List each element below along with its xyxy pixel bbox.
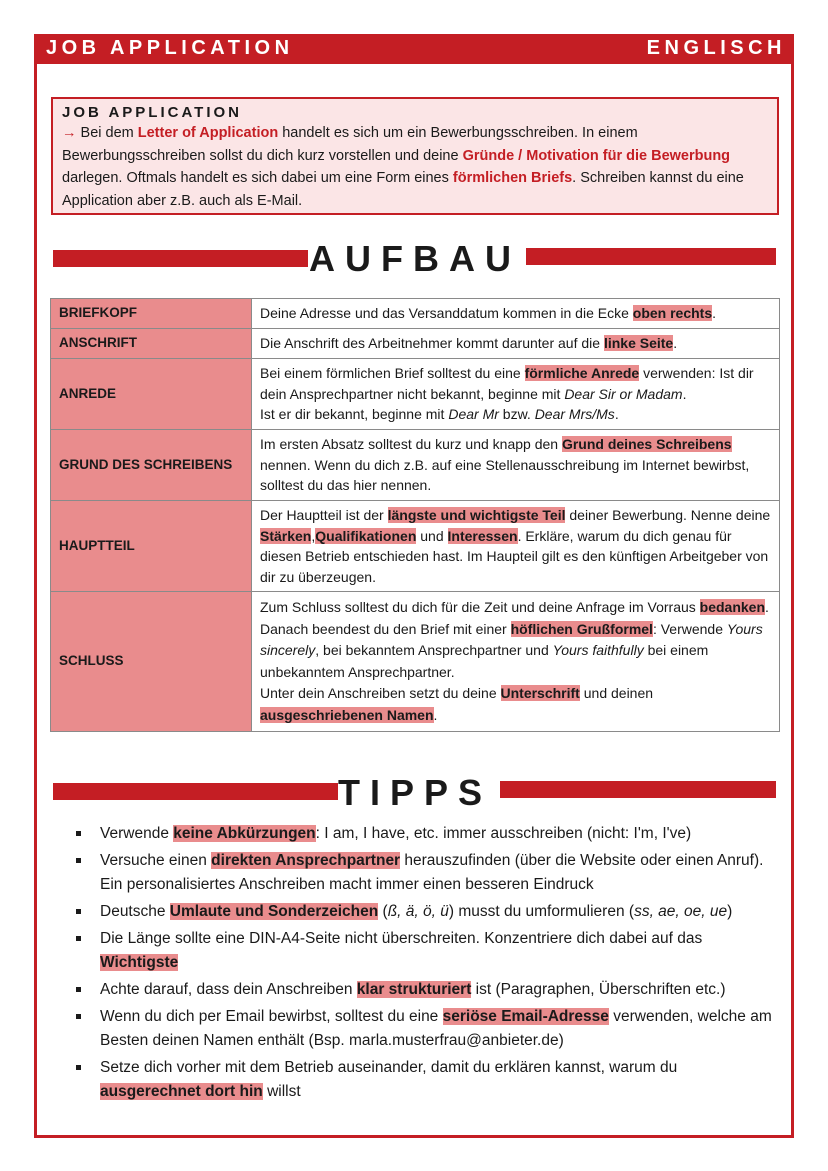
list-item: [72, 978, 772, 1002]
text-part: ,: [311, 527, 316, 544]
row-text: [252, 592, 780, 732]
text-part: Deine Adresse und das Versanddatum kommen in die Ecke: [260, 305, 633, 322]
text-part: . Danach beendest du den Brief mit einer: [260, 599, 769, 637]
table-row: [51, 430, 780, 501]
highlight: linke Seite: [603, 335, 674, 352]
text-part: : Verwende: [652, 620, 727, 637]
text-part: ist (Paragraphen, Überschriften etc.): [471, 981, 726, 998]
text-part: Dear Mr: [448, 406, 499, 423]
text-part: und deinen: [579, 685, 654, 701]
text-part: Versuche einen: [100, 852, 212, 869]
text-part: verwenden, welche am Besten deinen Namen enthält (Bsp. marla.musterfrau@anbieter.de): [100, 1008, 772, 1049]
table-row: [51, 359, 780, 430]
text-part: .: [433, 706, 438, 723]
text-part: ): [727, 903, 733, 920]
text-part: deiner Bewerbung. Nenne deine: [565, 507, 771, 523]
text-part: und: [416, 527, 448, 544]
text-part: .: [682, 385, 687, 402]
highlight: Stärken: [260, 527, 312, 544]
row-label: ANSCHRIFT: [51, 329, 252, 359]
highlight: Grund deines Schreibens: [561, 436, 732, 453]
text-part: . Erkläre, warum du dich genau für diesen Betrieb entschieden hast. Im Haupteil gilt es den künftigen Arbeitgeber von dir zu überzeugen.: [260, 527, 769, 585]
text-part: Zum Schluss solltest du dich für die Zeit und deine Anfrage im Vorraus: [260, 599, 700, 615]
text-part: herauszufinden (über die Website oder einen Anruf). Ein personalisiertes Anschreiben macht immer einen besseren Eindruck: [100, 852, 764, 893]
list-item: [72, 1005, 772, 1053]
highlight: Qualifikationen: [315, 527, 417, 544]
text-part: Verwende: [100, 825, 174, 842]
text-part: bei einem unbekanntem Ansprechpartner.: [260, 642, 709, 680]
row-label: BRIEFKOPF: [51, 299, 252, 329]
row-text: [252, 299, 780, 329]
row-text: [252, 329, 780, 359]
text-part: bzw.: [498, 406, 535, 423]
intro-highlight: Letter of Application: [137, 125, 279, 141]
row-text: [252, 430, 780, 501]
list-item: [72, 1056, 772, 1104]
text-part: Unter dein Anschreiben setzt du deine: [260, 685, 501, 701]
text-part: .: [673, 335, 678, 352]
intro-text: [62, 122, 768, 212]
text-part: .: [712, 305, 717, 322]
intro-text-part: handelt es sich um ein Bewerbungsschreiben. In einem Bewerbungsschreiben sollst du dich kurz vorstellen und deine: [62, 125, 638, 164]
highlight: längste und wichtigste Teil: [387, 507, 566, 523]
row-label: SCHLUSS: [51, 592, 252, 732]
table-row: [51, 501, 780, 592]
row-label: GRUND DES SCHREIBENS: [51, 430, 252, 501]
highlight: oben rechts: [632, 305, 713, 322]
section-aufbau: [51, 234, 779, 284]
row-label: HAUPTTEIL: [51, 501, 252, 592]
intro-title: JOB APPLICATION: [62, 104, 243, 121]
text-part: , bei bekanntem Ansprechpartner und: [315, 642, 553, 658]
text-part: Wenn du dich per Email bewirbst, solltest du eine: [100, 1008, 443, 1025]
text-part: ss, ae, oe, ue: [634, 903, 728, 920]
text-part: Dear Mrs/Ms: [534, 406, 615, 423]
highlight: förmliche Anrede: [524, 365, 640, 382]
text-part: Deutsche: [100, 903, 170, 920]
highlight: Umlaute und Sonderzeichen: [169, 903, 379, 920]
text-part: (: [378, 903, 388, 920]
text-part: Die Länge sollte eine DIN-A4-Seite nicht überschreiten. Konzentriere dich dabei auf das: [100, 930, 703, 947]
row-text: [252, 359, 780, 430]
text-part: nennen. Wenn du dich z.B. auf eine Stellenausschreibung im Internet bewirbst, solltest du das hier nennen.: [260, 456, 750, 494]
intro-text-part: . Schreiben kannst du eine Application aber z.B. auch als E-Mail.: [62, 170, 744, 209]
highlight: höflichen Grußformel: [510, 620, 653, 637]
header-subject: ENGLISCH: [646, 37, 786, 59]
text-part: : I am, I have, etc. immer ausschreiben (nicht: I'm, I've): [315, 825, 692, 842]
list-item: [72, 900, 772, 924]
text-part: Dear Sir or Madam: [564, 385, 683, 402]
intro-box: [51, 97, 779, 215]
text-part: Ist er dir bekannt, beginne mit: [260, 406, 449, 423]
section-heading: TIPPS: [337, 772, 493, 813]
row-label: ANREDE: [51, 359, 252, 430]
text-part: willst: [262, 1083, 301, 1100]
list-item: [72, 849, 772, 897]
section-tipps: [51, 770, 779, 820]
text-part: Der Hauptteil ist der: [260, 507, 388, 523]
text-part: Im ersten Absatz solltest du kurz und knapp den: [260, 436, 562, 453]
text-part: Bei einem förmlichen Brief solltest du eine: [260, 365, 525, 382]
table-row: [51, 329, 780, 359]
highlight: ausgeschriebenen Namen: [260, 706, 434, 723]
text-part: .: [614, 406, 619, 423]
structure-table: [50, 298, 780, 732]
highlight: seriöse Email-Adresse: [442, 1008, 609, 1025]
section-heading: AUFBAU: [309, 238, 521, 279]
text-part: Yours faithfully: [552, 642, 644, 658]
table-row: [51, 592, 780, 732]
highlight: Unterschrift: [500, 685, 580, 701]
header-bar: [34, 34, 794, 64]
highlight: Interessen: [447, 527, 518, 544]
tips-list: [72, 822, 772, 1107]
highlight: direkten Ansprechpartner: [211, 852, 401, 869]
text-part: Achte darauf, dass dein Anschreiben: [100, 981, 357, 998]
text-part: ß, ä, ö, ü: [387, 903, 449, 920]
text-part: Die Anschrift des Arbeitnehmer kommt darunter auf die: [260, 335, 604, 352]
text-part: verwenden: Ist dir dein Ansprechpartner nicht bekannt, beginne mit: [260, 365, 754, 402]
intro-text-part: Bei dem: [76, 125, 138, 141]
intro-text-part: darlegen. Oftmals handelt es sich dabei um eine Form eines: [62, 170, 453, 186]
list-item: [72, 822, 772, 846]
text-part: ) musst du umformulieren (: [448, 903, 635, 920]
intro-highlight: förmlichen Briefs: [452, 170, 573, 186]
highlight: keine Abkürzungen: [173, 825, 316, 842]
highlight: klar strukturiert: [356, 981, 472, 998]
header-title: JOB APPLICATION: [46, 37, 294, 59]
highlight: Wichtigste: [100, 954, 179, 971]
text-part: Setze dich vorher mit dem Betrieb auseinander, damit du erklären kannst, warum du: [100, 1059, 678, 1076]
row-text: [252, 501, 780, 592]
list-item: [72, 927, 772, 975]
text-part: Yours sincerely: [260, 620, 763, 658]
highlight: ausgerechnet dort hin: [100, 1083, 263, 1100]
intro-highlight: Gründe / Motivation für die Bewerbung: [462, 147, 731, 164]
arrow-icon: →: [62, 125, 77, 141]
table-row: [51, 299, 780, 329]
highlight: bedanken: [699, 599, 766, 615]
